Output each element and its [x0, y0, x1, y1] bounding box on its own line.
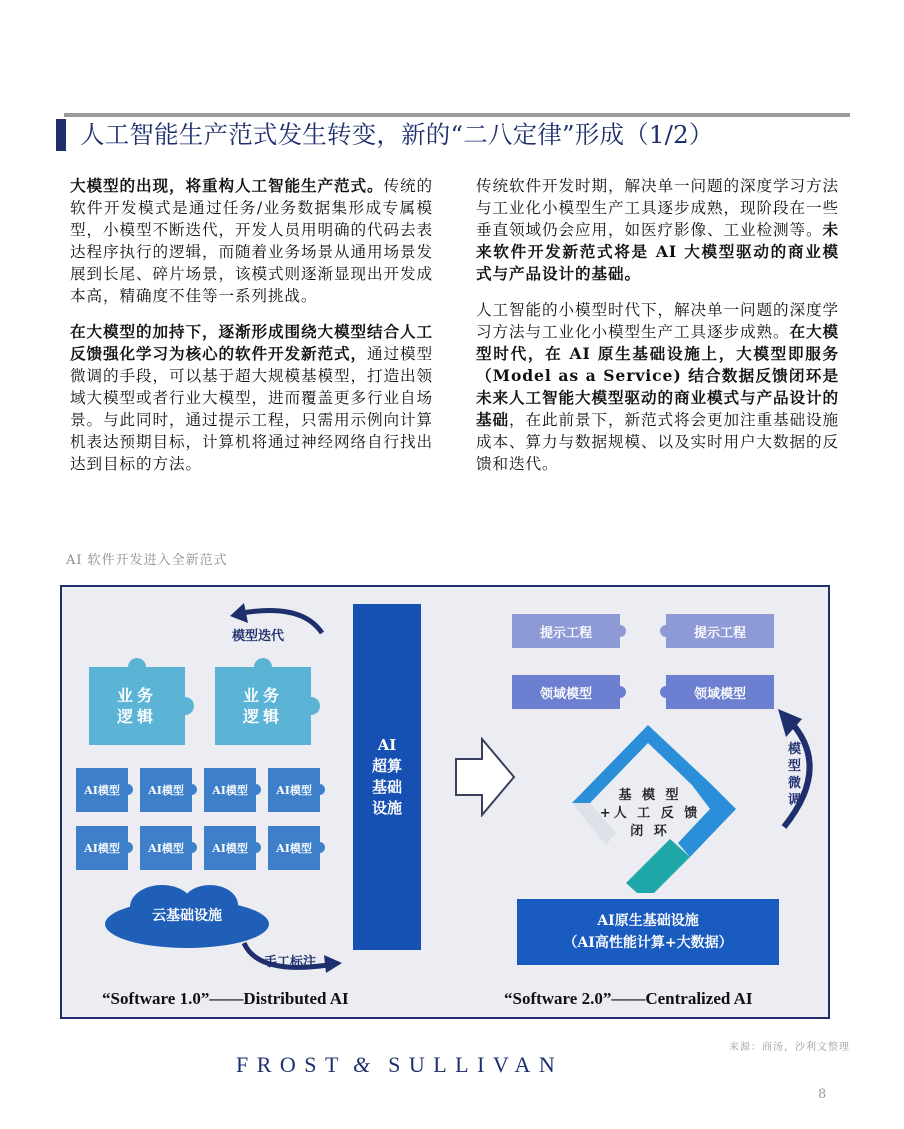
iteration-label: 模型迭代 [232, 629, 285, 644]
business-logic-label-1: 业务 逻辑 [116, 686, 157, 726]
cycle-label: 基 模 型 +人 工 反 馈 闭 环 [599, 788, 701, 839]
left-p1-bold: 大模型的出现，将重构人工智能生产范式。 [70, 176, 384, 195]
ai-infra-label: AI 超算 基础 设施 [371, 736, 402, 817]
page-number: 8 [818, 1087, 827, 1102]
ai-model-label: AI模型 [84, 842, 120, 855]
left-paragraph-2 [70, 321, 433, 475]
ai-model-puzzle [204, 768, 256, 812]
left-p2-text: 通过模型微调的手段，可以基于超大规模基模型，打造出领域大模型或者行业大模型，进而覆盖更多行业自场景。与此同时，通过提示工程，只需用示例向计算机表达预期目标，计算机将通过神经网络自行找出达到目标的方法。 [70, 345, 433, 473]
native-infra-title: AI原生基础设施 [597, 913, 699, 929]
ai-model-puzzle [268, 768, 320, 812]
domain-model-puzzle [666, 675, 774, 709]
prompt-engineering-puzzle [512, 614, 620, 648]
right-p1-bold: 未来软件开发新范式将是 AI 大模型驱动的商业模式与产品设计的基础。 [476, 220, 839, 283]
prompt-label: 提示工程 [539, 625, 592, 641]
ai-native-infra [517, 899, 779, 965]
ai-model-puzzle [76, 768, 128, 812]
ai-model-puzzle [204, 826, 256, 870]
prompt-label: 提示工程 [693, 625, 746, 641]
right-paragraph-1 [476, 175, 839, 285]
left-p2-bold: 在大模型的加持下，逐渐形成围绕大模型结合人工反馈强化学习为核心的软件开发新范式， [70, 322, 433, 363]
logo-left: FROST [236, 1052, 347, 1077]
right-p2-bold: 在大模型时代，在 AI 原生基础设施上，大模型即服务（Model as a Service) 结合数据反馈闭环是未来人工智能大模型驱动的商业模式与产品设计的基础 [476, 322, 839, 429]
finetune-label: 模 型 微 调 [788, 742, 802, 808]
ai-model-puzzle [268, 826, 320, 870]
software-1-caption: “Software 1.0”——Distributed AI [102, 989, 349, 1008]
right-paragraph-2 [476, 299, 839, 475]
ai-model-label: AI模型 [276, 784, 312, 797]
figure-caption: AI 软件开发进入全新范式 [66, 553, 228, 568]
business-logic-puzzle-2 [215, 667, 311, 745]
right-p2-tail: ，在此前景下，新范式将会更加注重基础设施成本、算力与数据规模、以及实时用户大数据的反馈和迭代。 [476, 411, 839, 473]
ai-model-label: AI模型 [148, 842, 184, 855]
ai-supercomputing-infra [353, 604, 421, 950]
ai-model-puzzle [140, 826, 192, 870]
logo-right: SULLIVAN [388, 1052, 564, 1077]
native-infra-sub: （AI高性能计算+大数据） [563, 935, 733, 951]
business-logic-puzzle-1 [89, 667, 185, 745]
frost-sullivan-logo [236, 1052, 563, 1078]
ai-model-label: AI模型 [212, 842, 248, 855]
ai-model-label: AI模型 [212, 784, 248, 797]
left-p1-text: 传统的软件开发模式是通过任务/业务数据集形成专属模型，小模型不断迭代，开发人员用明确的代码去表达程序执行的逻辑，而随着业务场景从通用场景发展到长尾、碎片场景，该模式则逐渐显现出开发成本高，精确度不佳等一系列挑战。 [70, 177, 433, 305]
ai-model-puzzle [140, 768, 192, 812]
paradigm-figure [60, 585, 830, 1019]
business-logic-label-2: 业务 逻辑 [242, 686, 283, 726]
ai-model-label: AI模型 [84, 784, 120, 797]
title-accent-bar [56, 119, 66, 151]
transition-arrow-icon [454, 737, 516, 817]
right-text-column [476, 175, 839, 489]
page-title: 人工智能生产范式发生转变，新的“二八定律”形成（1/2） [80, 120, 714, 149]
logo-ampersand: & [352, 1052, 371, 1077]
domain-label: 领域模型 [539, 686, 592, 702]
ai-model-label: AI模型 [148, 784, 184, 797]
domain-model-puzzle [512, 675, 620, 709]
ai-model-puzzle [76, 826, 128, 870]
left-text-column [70, 175, 433, 489]
source-note: 来源：商汤，沙利文整理 [729, 1042, 850, 1053]
right-p2-text: 人工智能的小模型时代下，解决单一问题的深度学习方法与工业化小模型生产工具逐步成熟。 [476, 301, 839, 341]
cloud-label: 云基础设施 [152, 908, 222, 924]
left-paragraph-1 [70, 175, 433, 307]
right-p1-text: 传统软件开发时期，解决单一问题的深度学习方法与工业化小模型生产工具逐步成熟，现阶段在一些垂直领域仍会应用，如医疗影像、工业检测等。 [476, 177, 839, 239]
domain-label: 领域模型 [693, 686, 746, 702]
software-2-caption: “Software 2.0”——Centralized AI [504, 989, 753, 1008]
prompt-engineering-puzzle [666, 614, 774, 648]
manual-label: 手工标注 [264, 955, 317, 970]
ai-model-label: AI模型 [276, 842, 312, 855]
